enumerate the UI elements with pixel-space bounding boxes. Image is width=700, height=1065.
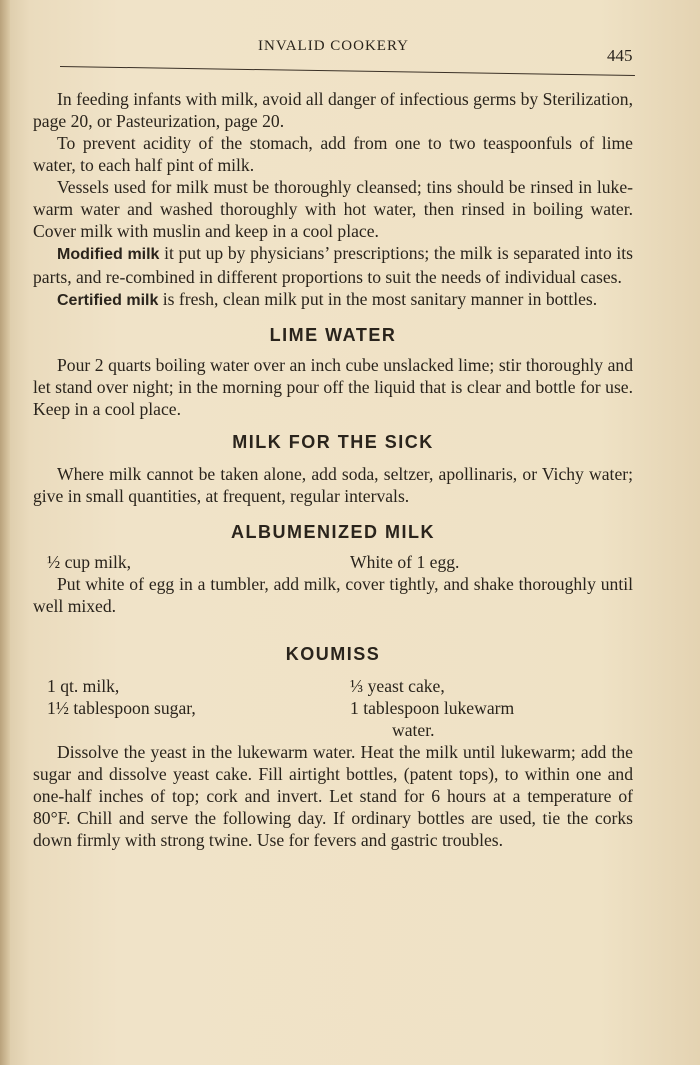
albumenized-ingredients (33, 551, 633, 573)
heading-koumiss: KOUMISS (285, 644, 381, 664)
ingredient-continuation: water. (392, 720, 435, 740)
paragraph-vessels: Vessels used for milk must be thoroughly cleansed; tins should be rinsed in luke-warm water and washed thoroughly with hot water, then rinsed in boiling water. Cover milk with muslin and keep in a cool place. (33, 177, 633, 241)
paragraph-milk-for-the-sick: Where milk cannot be taken alone, add soda, seltzer, apollinaris, or Vichy water; give in small quantities, at frequent, regular intervals. (33, 464, 633, 506)
paragraph-acidity: To prevent acidity of the stomach, add from one to two teaspoonfuls of lime water, to each half pint of milk. (33, 133, 633, 175)
page-number: 445 (607, 46, 633, 65)
heading-albumenized-milk: ALBUMENIZED MILK (231, 522, 435, 542)
paragraph-lime-water: Pour 2 quarts boiling water over an inch cube unslacked lime; stir thoroughly and let stand over night; in the morning pour off the liquid that is clear and bottle for use. Keep in a cool place. (33, 355, 633, 419)
ingredient: 1½ tablespoon sugar, (47, 698, 196, 718)
ingredient: 1 tablespoon lukewarm (350, 698, 515, 718)
heading-milk-for-the-sick: MILK FOR THE SICK (232, 432, 434, 452)
term-modified-milk: Modified milk (57, 246, 160, 263)
ingredient: 1 qt. milk, (47, 676, 120, 696)
koumiss-ingredients (33, 675, 633, 741)
page-content (33, 88, 633, 851)
ingredient: ½ cup milk, (47, 552, 132, 572)
paragraph-certified-milk (33, 288, 633, 312)
paragraph-sterilization: In feeding infants with milk, avoid all danger of infectious germs by Sterilization, page 20, or Pasteurization, page 20. (33, 89, 633, 131)
paragraph-koumiss: Dissolve the yeast in the lukewarm water. Heat the milk until lukewarm; add the sugar and dissolve yeast cake. Fill airtight bottles, (patent tops), to within one and one-half inches of top; cork and invert. Let stand for 6 hours at a temperature of 80°F. Chill and serve the following day. If ordinary bottles are used, tie the corks down firmly with strong twine. Use for fevers and gastric troubles. (33, 742, 633, 850)
paragraph-albumenized-milk: Put white of egg in a tumbler, add milk, cover tightly, and shake thoroughly until well mixed. (33, 574, 633, 616)
term-certified-milk: Certified milk (57, 292, 159, 309)
running-header: INVALID COOKERY (258, 38, 409, 54)
modified-milk-text: it put up by physicians’ prescriptions; the milk is separated into its parts, and re-combined in different proportions to suit the needs of individual cases. (33, 243, 633, 287)
ingredient: ⅓ yeast cake, (350, 676, 445, 696)
certified-milk-text: is fresh, clean milk put in the most sanitary manner in bottles. (158, 289, 598, 309)
header-rule (60, 66, 635, 76)
ingredient: White of 1 egg. (350, 552, 460, 572)
book-spine-shadow (0, 0, 10, 1065)
heading-lime-water: LIME WATER (269, 325, 397, 345)
paragraph-modified-milk (33, 242, 633, 288)
